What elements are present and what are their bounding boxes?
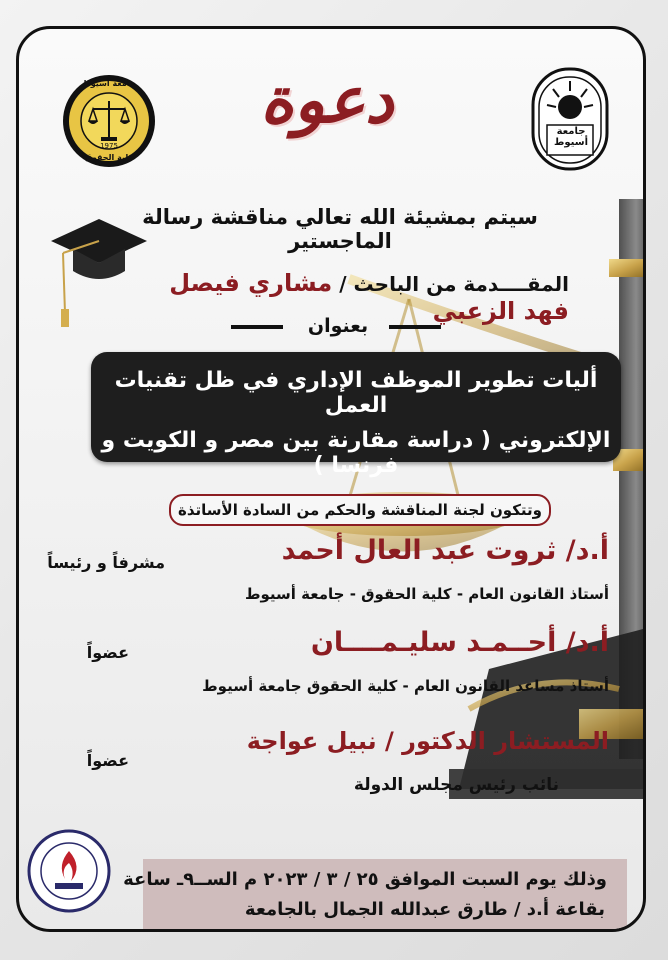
left-logo-top-text: جامعة أسيوط <box>82 79 136 88</box>
thesis-title-box <box>91 352 621 478</box>
divider-right-rule <box>389 325 441 329</box>
member-1-name: أ.د/ ثروت عبد العال أحمد <box>281 535 609 566</box>
assiut-university-logo <box>531 67 609 171</box>
intro-line: سيتم بمشيئة الله تعالي مناقشة رسالة الماجستير <box>142 205 538 253</box>
member-3-title: نائب رئيس مجلس الدولة <box>353 775 559 795</box>
left-logo-bottom-text: كلية الحقوق <box>84 153 134 162</box>
thesis-title-line1: أليات تطوير الموظف الإداري في ظل تقنيات العمل <box>114 368 598 418</box>
member-3-name: المستشار الدكتور / نبيل عواجة <box>246 727 609 755</box>
date-venue-band <box>123 859 627 931</box>
left-logo-year: 1975 <box>100 142 118 150</box>
titled-divider <box>231 315 441 335</box>
design-committee-badge <box>27 829 111 913</box>
presenter-name: مشاري فيصل فهد الزعبي <box>169 269 569 325</box>
member-2-name: أ.د/ أحــمـد سليـمــــان <box>310 627 609 658</box>
presenter-prefix: المقــــدمة من الباحث / <box>339 272 569 296</box>
date-line: وذلك يوم السبت الموافق ٢٥ / ٣ / ٢٠٢٣ م الســ٩ـ ساعة <box>123 869 607 890</box>
invitation-title: دعوة <box>260 63 394 138</box>
member-2-title: أستاذ مساعد القانون العام - كلية الحقوق جامعة أسيوط <box>202 677 609 695</box>
committee-heading: وتتكون لجنة المناقشة والحكم من السادة الأساتذة <box>169 494 551 526</box>
member-1-title: أستاذ القانون العام - كلية الحقوق - جامعة أسيوط <box>244 585 609 603</box>
invitation-card <box>16 26 646 932</box>
member-3-role: عضواً <box>86 751 129 770</box>
divider-left-rule <box>231 325 283 329</box>
thesis-title-line2: الإلكتروني ( دراسة مقارنة بين مصر و الكويت و فرنسا ) <box>101 428 611 478</box>
venue-line: بقاعة أ.د / طارق عبدالله الجمال بالجامعة <box>244 899 605 920</box>
member-1-role: مشرفاً و رئيساً <box>47 553 165 572</box>
member-2-role: عضواً <box>86 643 129 662</box>
titled-label: بعنوان <box>307 315 369 337</box>
right-logo-text: جامعة أسيوط <box>554 126 588 148</box>
